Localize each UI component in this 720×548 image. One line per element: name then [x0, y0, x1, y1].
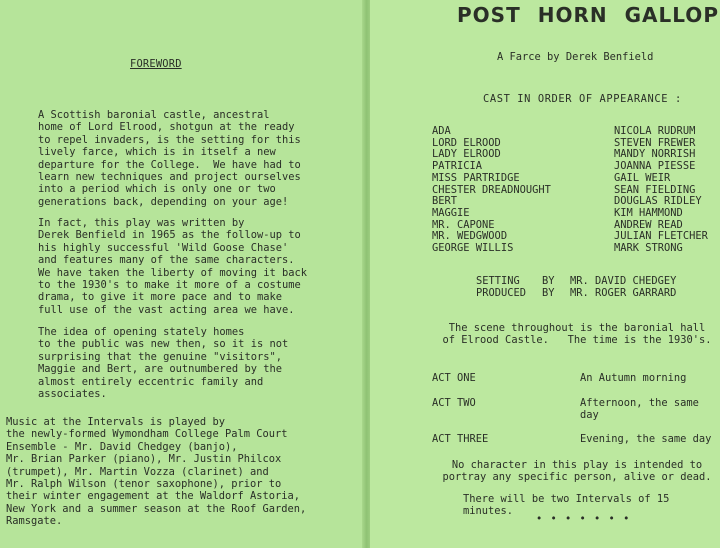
- cast-actor: KIM HAMMOND: [614, 206, 683, 219]
- cast-row: [432, 173, 720, 185]
- play-title: [457, 3, 719, 27]
- act-description: An Autumn morning: [580, 372, 687, 384]
- cast-role: PATRICIA: [432, 160, 483, 173]
- title-word-1: POST: [457, 3, 521, 27]
- cast-role: MR. WEDGWOOD: [432, 230, 508, 243]
- cast-role: BERT: [432, 195, 458, 208]
- credit-by: BY: [542, 275, 555, 287]
- cast-row: [432, 208, 720, 220]
- music-note: Music at the Intervals is played by the newly-formed Wymondham College Palm Court Ensemble - Mr. David Chedgey (banjo), Mr. Brian Parker (piano), Mr. Justin Philcox (trumpet), Mr. Martin Vozza (clarinet) and Mr. Ralph Wilson (tenor saxophone), prior to their winter engagement at the Waldorf Astoria, New York and a summer season at the Roof Garden, Ramsgate.: [6, 416, 307, 528]
- cast-list: [432, 126, 720, 255]
- cast-heading: CAST IN ORDER OF APPEARANCE :: [483, 93, 682, 105]
- foreword-title: FOREWORD: [130, 58, 182, 70]
- cast-role: LADY ELROOD: [432, 148, 501, 161]
- cast-actor: ANDREW READ: [614, 218, 683, 231]
- cast-actor: SEAN FIELDING: [614, 183, 696, 196]
- foreword-paragraph-3: The idea of opening stately homes to the public was new then, so it is not surprising that the genuine "visitors", Maggie and Bert, are outnumbered by the almost entirely eccentric family and associates.: [38, 326, 289, 401]
- credit-name: MR. ROGER GARRARD: [570, 287, 677, 300]
- cast-row: [432, 126, 720, 138]
- title-word-2: HORN: [537, 3, 608, 27]
- cast-actor: STEVEN FREWER: [614, 136, 696, 149]
- title-word-3: GALLOP: [624, 3, 719, 27]
- cast-actor: NICOLA RUDRUM: [614, 125, 696, 137]
- act-label: ACT TWO: [432, 396, 476, 409]
- cast-actor: MARK STRONG: [614, 242, 683, 255]
- cast-row: [432, 243, 720, 255]
- right-page: [370, 0, 720, 548]
- act-label: ACT ONE: [432, 372, 476, 384]
- cast-role: GEORGE WILLIS: [432, 242, 514, 255]
- cast-role: CHESTER DREADNOUGHT: [432, 183, 551, 196]
- foreword-paragraph-1: A Scottish baronial castle, ancestral home of Lord Elrood, shotgun at the ready to repel invaders, is the setting for this lively farce, which is in itself a new departure for the College. We have had to learn new techniques and project ourselves into a period which is only one or two generations back, depending on your age!: [38, 109, 301, 208]
- cast-actor: JULIAN FLETCHER: [614, 230, 708, 243]
- credit-label: PRODUCED: [476, 287, 527, 300]
- disclaimer-note: No character in this play is intended to portray any specific person, alive or dead.: [442, 459, 712, 484]
- cast-role: LORD ELROOD: [432, 136, 501, 149]
- cast-role: ADA: [432, 125, 451, 137]
- cast-actor: MANDY NORRISH: [614, 148, 696, 161]
- cast-role: MAGGIE: [432, 206, 470, 219]
- act-row: [432, 397, 720, 421]
- intervals-note: There will be two Intervals of 15 minutes.: [463, 493, 670, 517]
- cast-actor: JOANNA PIESSE: [614, 160, 696, 173]
- credit-name: MR. DAVID CHEDGEY: [570, 275, 677, 287]
- foreword-paragraph-2: In fact, this play was written by Derek Benfield in 1965 as the follow-up to his highly successful 'Wild Goose Chase' and features many of the same characters. We have taken the liberty of moving it back to the 1930's to make it more of a costume drama, to give it more pace and to make full use of the vast acting area we have.: [38, 217, 307, 316]
- credit-label: SETTING: [476, 275, 520, 287]
- act-list: [432, 372, 720, 458]
- cast-actor: GAIL WEIR: [614, 171, 671, 184]
- credit-row: [476, 275, 676, 287]
- act-row: [432, 372, 720, 384]
- cast-actor: DOUGLAS RIDLEY: [614, 195, 702, 208]
- act-description: Afternoon, the same day: [580, 396, 699, 421]
- credit-by: BY: [542, 287, 555, 300]
- cast-role: MR. CAPONE: [432, 218, 495, 231]
- scene-description: The scene throughout is the baronial hall of Elrood Castle. The time is the 1930's.: [442, 322, 712, 347]
- dot-divider: • • • • • • •: [536, 513, 631, 525]
- act-label: ACT THREE: [432, 433, 489, 445]
- play-subtitle: A Farce by Derek Benfield: [497, 51, 654, 63]
- cast-role: MISS PARTRIDGE: [432, 171, 520, 184]
- credit-row: [476, 287, 676, 299]
- act-description: Evening, the same day: [580, 433, 712, 445]
- production-credits: [476, 275, 676, 300]
- act-row: [432, 433, 720, 445]
